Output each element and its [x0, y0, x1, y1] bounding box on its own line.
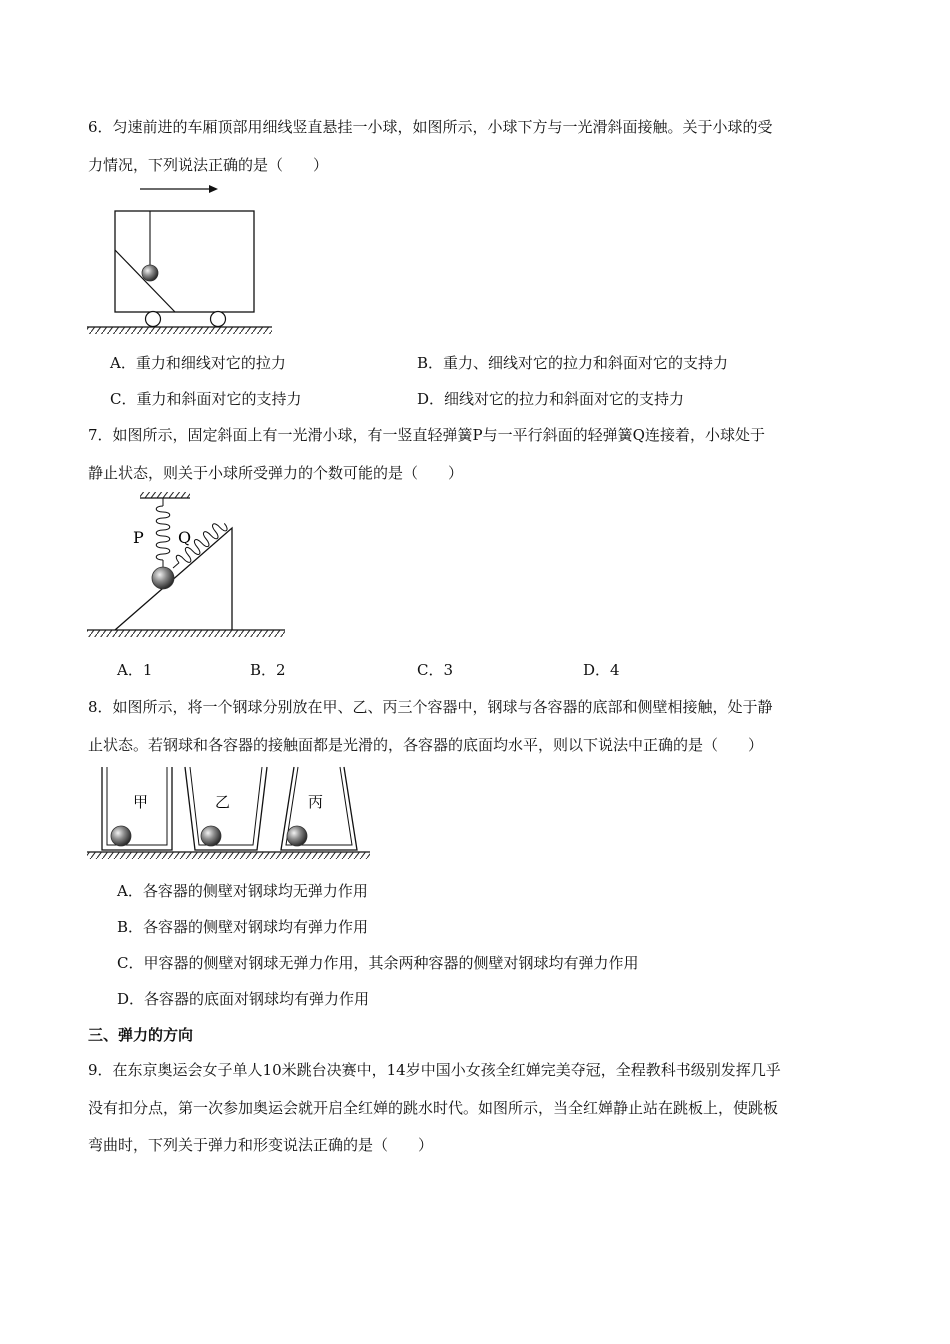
q7-stem-line2: 静止状态，则关于小球所受弹力的个数可能的是（ ）	[88, 464, 464, 482]
q7-option-a[interactable]: A．1	[117, 661, 153, 679]
q8-option-a[interactable]: A．各容器的侧壁对钢球均无弹力作用	[117, 882, 368, 900]
q7-option-c[interactable]: C．3	[417, 661, 454, 679]
q7-option-d[interactable]: D．4	[583, 661, 620, 679]
q6-option-d[interactable]: D．细线对它的拉力和斜面对它的支持力	[417, 390, 685, 408]
q8-option-d[interactable]: D．各容器的底面对钢球均有弹力作用	[117, 990, 370, 1008]
q6-option-a[interactable]: A．重力和细线对它的拉力	[110, 354, 286, 372]
label-yi: 乙	[215, 793, 231, 811]
q6-figure-train-car	[85, 180, 285, 340]
q9-stem-line1: 9．在东京奥运会女子单人10米跳台决赛中，14岁中国小女孩全红婵完美夺冠，全程教科书级别发挥几乎	[88, 1061, 781, 1079]
q8-option-b[interactable]: B．各容器的侧壁对钢球均有弹力作用	[117, 918, 369, 936]
q6-stem-line1: 6．匀速前进的车厢顶部用细线竖直悬挂一小球，如图所示，小球下方与一光滑斜面接触。关于小球的受	[88, 118, 773, 136]
q7-stem-line1: 7．如图所示，固定斜面上有一光滑小球，有一竖直轻弹簧P与一平行斜面的轻弹簧Q连接着，小球处于	[88, 426, 765, 444]
q6-option-c[interactable]: C．重力和斜面对它的支持力	[110, 390, 302, 408]
q7-figure-springs-incline	[85, 490, 295, 640]
q8-figure-three-containers	[85, 762, 375, 867]
q8-option-c[interactable]: C．甲容器的侧壁对钢球无弹力作用，其余两种容器的侧壁对钢球均有弹力作用	[117, 954, 639, 972]
container-yi	[185, 767, 267, 850]
q6-option-b[interactable]: B．重力、细线对它的拉力和斜面对它的支持力	[417, 354, 729, 372]
q7-option-b[interactable]: B．2	[250, 661, 286, 679]
container-bing	[281, 767, 357, 850]
q6-stem-line2: 力情况，下列说法正确的是（ ）	[88, 156, 329, 174]
section-heading: 三、弹力的方向	[88, 1026, 194, 1044]
label-q: Q	[178, 528, 192, 547]
label-jia: 甲	[133, 793, 149, 811]
q9-stem-line3: 弯曲时，下列关于弹力和形变说法正确的是（ ）	[88, 1136, 434, 1154]
label-p: P	[133, 528, 144, 547]
q8-stem-line2: 止状态。若钢球和各容器的接触面都是光滑的，各容器的底面均水平，则以下说法中正确的是（ ）	[88, 736, 764, 754]
label-bing: 丙	[308, 793, 324, 811]
container-jia	[102, 767, 172, 850]
q9-stem-line2: 没有扣分点，第一次参加奥运会就开启全红婵的跳水时代。如图所示，当全红婵静止站在跳板上，使跳板	[88, 1099, 779, 1117]
q8-stem-line1: 8．如图所示，将一个钢球分别放在甲、乙、丙三个容器中，钢球与各容器的底部和侧壁相接触，处于静	[88, 698, 773, 716]
